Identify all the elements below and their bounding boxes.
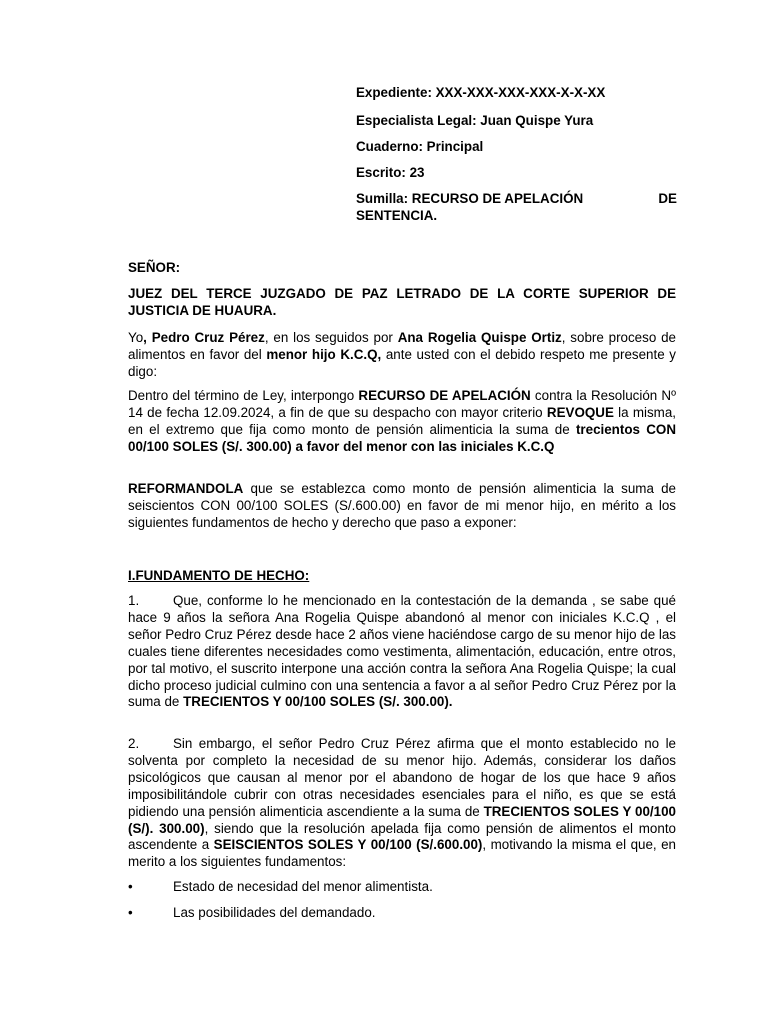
sumilla-block (356, 190, 677, 224)
item-number: 1. (128, 593, 140, 608)
appellant-name: , Pedro Cruz Pérez (143, 330, 265, 345)
opponent-name: Ana Rogelia Quispe Ortiz (397, 330, 562, 345)
reform-paragraph: REFORMANDOLA que se establezca como monto de pensión alimenticia la suma de seiscientos CON 00/100 SOLES (S/.600.00) en favor de mi menor hijo, en mérito a los siguientes fundamentos de hecho y derecho que paso a exponer: (128, 481, 676, 530)
intro-paragraph: Yo, Pedro Cruz Pérez, en los seguidos por Ana Rogelia Quispe Ortiz, sobre proceso de alimentos en favor del menor hijo K.C.Q, ante usted con el debido respeto me presente y digo: (128, 330, 676, 379)
section-heading-facts: I.FUNDAMENTO DE HECHO: (128, 568, 310, 583)
especialista-line: Especialista Legal: Juan Quispe Yura (356, 113, 594, 128)
fact-item-2: 2. Sin embargo, el señor Pedro Cruz Pérez afirma que el monto establecido no le solventa por completo la necesidad de su menor hijo. Además, considerar los daños psicológicos que causan al menor por el abandono de hogar de los que hace 9 años imposibilitándole cubrir con otras necesidades esenciales para el niño, es que se está pidiendo una pensión alimenticia ascendiente a la suma de TRECIENTOS SOLES Y 00/100 (S/). 300.00), siendo que la resolución apelada fija como pensión de alimentos el monto ascendente a SEISCIENTOS SOLES Y 00/100 (S/.600.00), motivando la misma el que, en merito a los siguientes fundamentos: (128, 736, 676, 870)
sumilla-line2: SENTENCIA. (356, 208, 438, 223)
expediente-line: Expediente: XXX-XXX-XXX-XXX-X-X-XX (356, 85, 606, 100)
bullet-item: • Las posibilidades del demandado. (128, 905, 376, 920)
senor-salutation: SEÑOR: (128, 260, 181, 275)
child-ref: menor hijo K.C.Q, (266, 346, 382, 362)
bullet-mark: • (128, 879, 133, 894)
judge-addressee: JUEZ DEL TERCE JUZGADO DE PAZ LETRADO DE LA CORTE SUPERIOR DE JUSTICIA DE HUAURA. (128, 286, 676, 318)
sumilla-label: Sumilla: RECURSO DE APELACIÓN (356, 191, 584, 206)
item-number: 2. (128, 736, 140, 751)
escrito-line: Escrito: 23 (356, 165, 425, 180)
bullet-mark: • (128, 905, 133, 920)
cuaderno-line: Cuaderno: Principal (356, 139, 484, 154)
sumilla-de: DE (658, 191, 677, 206)
appeal-paragraph: Dentro del término de Ley, interpongo RECURSO DE APELACIÓN contra la Resolución Nº 14 de fecha 12.09.2024, a fin de que su despacho con mayor criterio REVOQUE la misma, en el extremo que fija como monto de pensión alimenticia la suma de trecientos CON 00/100 SOLES (S/. 300.00) a favor del menor con las iniciales K.C.Q (128, 388, 676, 454)
fact-item-1: 1. Que, conforme lo he mencionado en la contestación de la demanda , se sabe qué hace 9 años la señora Ana Rogelia Quispe abandonó al menor con iniciales K.C.Q , el señor Pedro Cruz Pérez desde hace 2 años viene haciéndose cargo de su menor hijo de las cuales tiene diferentes necesidades como vestimenta, alimentación, educación, entre otros, por tal motivo, el suscrito interpone una acción contra la señora Ana Rogelia Quispe; la cual dicho proceso judicial culmino con una sentencia a favor a al señor Pedro Cruz Pérez por la suma de TRECIENTOS Y 00/100 SOLES (S/. 300.00). (128, 593, 676, 710)
bullet-item: • Estado de necesidad del menor alimentista. (128, 879, 433, 894)
